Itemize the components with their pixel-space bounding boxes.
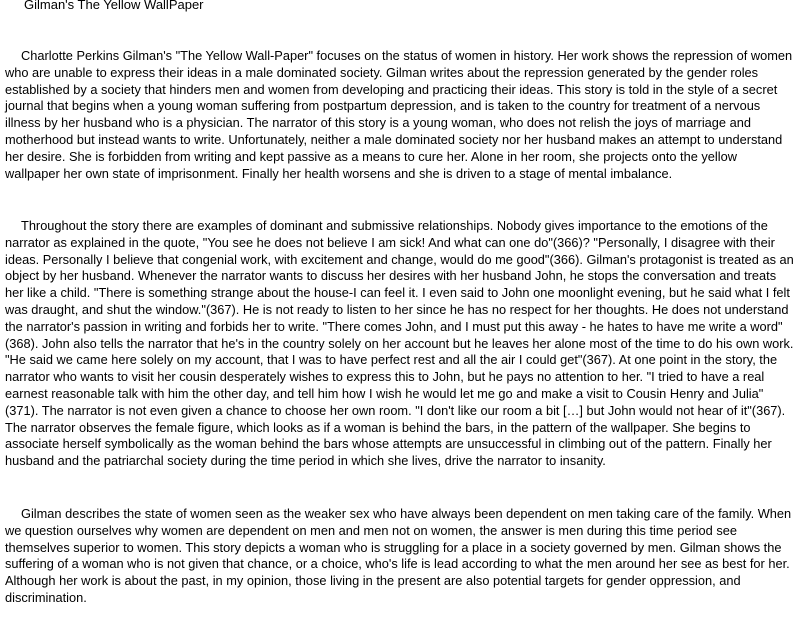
paragraph-introduction: Charlotte Perkins Gilman's "The Yellow Wall-Paper" focuses on the status of women in history. Her work shows the repression of women who are unable to express their ideas in a male dominated society. Gilman writes about the repression generated by the gender roles established by a society that hinders men and women from developing and practicing their ideas. This story is told in the style of a secret journal that begins when a young woman suffering from postpartum depression, and is taken to the country for treatment of a nervous illness by her husband who is a physician. The narrator of this story is a young woman, who does not relish the joys of marriage and motherhood but instead wants to write. Unfortunately, neither a male dominated society nor her husband makes an attempt to understand her desire. She is forbidden from writing and kept passive as a means to cure her. Alone in her room, she projects onto the yellow wallpaper her own state of imprisonment. Finally her health worsens and she is driven to a stage of mental imbalance. <box>5 48 793 181</box>
paragraph-conclusion: Gilman describes the state of women seen as the weaker sex who have always been dependent on men taking care of the family. When we question ourselves why women are dependent on men and men not on women, the answer is men during this time period see themselves superior to women. This story depicts a woman who is struggling for a place in a society governed by men. Gilman shows the suffering of a woman who is not given that chance, or a choice, who's life is lead according to what the men around her see as best for her. Although her work is about the past, in my opinion, those living in the present are also potential targets for gender oppression, and discrimination. <box>5 506 792 605</box>
document-title: Gilman's The Yellow WallPaper <box>24 0 204 12</box>
paragraph-body: Throughout the story there are examples of dominant and submissive relationships. Nobody gives importance to the emotions of the narrator as explained in the quote, "You see he does not believe I am sick! And what can one do"(366)? "Personally, I disagree with their ideas. Personally I believe that congenial work, with excitement and change, would do me good"(366). Gilman's protagonist is treated as an object by her husband. Whenever the narrator wants to discuss her desires with her husband John, he stops the conversation and treats her like a child. "There is something strange about the house-I can feel it. I even said to John one moonlight evening, but he said what I felt was draught, and shut the window."(367). He is not ready to listen to her since he has no respect for her thoughts. He does not understand the narrator's passion in writing and forbids her to write. "There comes John, and I must put this away - he hates to have me write a word"(368). John also tells the narrator that he's in the country solely on her account but he leaves her alone most of the time to do his own work. "He said we came here solely on my account, that I was to have perfect rest and all the air I could get"(367). At one point in the story, the narrator who wants to visit her cousin desperately wishes to express this to John, but he pays no attention to her. "I tried to have a real earnest reasonable talk with him the other day, and tell him how I wish he would let me go and make a visit to Cousin Henry and Julia"(371). The narrator is not even given a chance to choose her own room. "I don't like our room a bit […] but John would not hear of it"(367). The narrator observes the female figure, which looks as if a woman is behind the bars, in the pattern of the wallpaper. She begins to associate herself symbolically as the woman behind the bars whose attempts are unsuccessful in climbing out of the pattern. Finally her husband and the patriarchal society during the time period in which she lives, drive the narrator to insanity. <box>5 218 794 469</box>
